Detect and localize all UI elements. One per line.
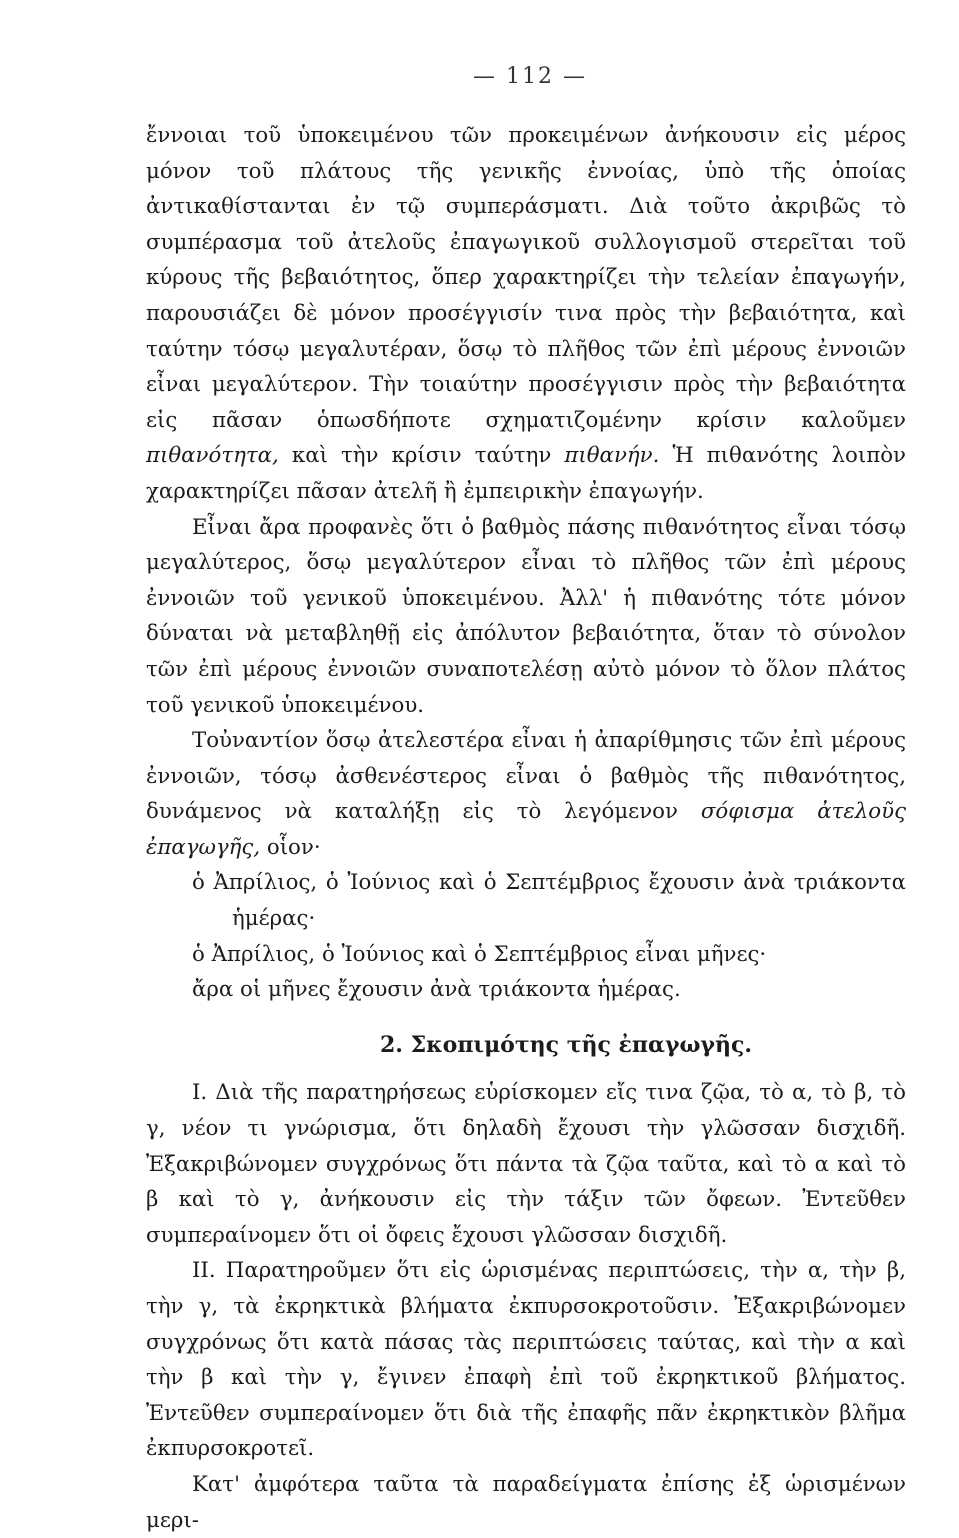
example-line-3: ἄρα οἱ μῆνες ἔχουσιν ἀνὰ τριάκοντα ἡμέρας. (192, 977, 681, 1003)
paragraph-5: II. Παρατηροῦμεν ὅτι εἰς ὡρισμένας περιπτώσεις, τὴν α, τὴν β, τὴν γ, τὰ ἐκρηκτικὰ βλήματα ἐκπυρσοκροτοῦσιν. Ἐξακριβώνομεν συγχρόνως ὅτι κατὰ πάσας τὰς περιπτώσεις ταύτας, καὶ τὴν α καὶ τὴν β καὶ τὴν γ, ἔγινεν ἐπαφὴ ἐπὶ τοῦ ἐκρηκτικοῦ βλήματος. Ἐντεῦθεν συμπεραίνομεν ὅτι διὰ τῆς ἐπαφῆς πᾶν ἐκρηκτικὸν βλῆμα ἐκπυρσοκροτεῖ. (146, 1258, 906, 1462)
term-probable: πιθανήν. (564, 443, 660, 469)
paragraph-4: I. Διὰ τῆς παρατηρήσεως εὑρίσκομεν εἴς τινα ζῷα, τὸ α, τὸ β, τὸ γ, νέον τι γνώρισμα, ὅτι δηλαδὴ ἔχουσι τὴν γλῶσσαν δισχιδῆ. Ἐξακριβώνομεν συγχρόνως ὅτι πάντα τὰ ζῷα ταῦτα, καὶ τὸ α καὶ τὸ β καὶ τὸ γ, ἀνήκουσιν εἰς τὴν τάξιν τῶν ὄφεων. Ἐντεῦθεν συμπεραίνομεν ὅτι οἱ ὄφεις ἔχουσι γλῶσσαν δισχιδῆ. (146, 1080, 906, 1248)
paragraph-1-part-b: καὶ τὴν κρίσιν ταύτην (291, 443, 552, 469)
paragraph-2: Εἶναι ἄρα προφανὲς ὅτι ὁ βαθμὸς πάσης πιθανότητος εἶναι τόσῳ μεγαλύτερος, ὅσῳ μεγαλύτερον εἶναι τὸ πλῆθος τῶν ἐπὶ μέρους ἐννοιῶν τοῦ γενικοῦ ὑποκειμένου. Ἀλλ' ἡ πιθανότης τότε μόνον δύναται νὰ μεταβληθῇ εἰς ἀπόλυτον βεβαιότητα, ὅταν τὸ σύνολον τῶν ἐπὶ μέρους ἐννοιῶν συναποτελέσῃ αὐτὸ μόνον τὸ ὅλον πλάτος τοῦ γενικοῦ ὑποκειμένου. (146, 514, 906, 718)
paragraph-1 (146, 118, 906, 510)
paragraph-3-part-b: οἷον· (266, 834, 321, 860)
paragraph-6: Κατ' ἀμφότερα ταῦτα τὰ παραδείγματα ἐπίσης ἐξ ὡρισμένων μερι- (146, 1471, 906, 1533)
paragraph-3-part-a: Τοὐναντίον ὅσῳ ἀτελεστέρα εἶναι ἡ ἀπαρίθμησις τῶν ἐπὶ μέρους ἐννοιῶν, τόσῳ ἀσθενέστερος εἶναι ὁ βαθμὸς τῆς πιθανότητος, δυνάμενος νὰ καταλήξῃ εἰς τὸ λεγόμενον (146, 728, 906, 825)
term-sophism: σόφισμα ἀτελοῦς ἐπαγωγῆς, (146, 799, 907, 860)
page-number: — 112 — (473, 64, 587, 89)
syllogism-example (146, 865, 906, 1007)
section-heading: 2. Σκοπιμότης τῆς ἐπαγωγῆς. (379, 1031, 753, 1058)
example-line-2: ὁ Ἀπρίλιος, ὁ Ἰούνιος καὶ ὁ Σεπτέμβριος εἶναι μῆνες· (192, 941, 767, 967)
body-text (146, 118, 906, 1538)
term-probability: πιθανότητα, (146, 443, 279, 469)
paragraph-1-part-c: Ἡ πιθανότης λοιπὸν χαρακτηρίζει πᾶσαν ἀτελῆ ἢ ἐμπειρικὴν ἐπαγωγήν. (146, 443, 906, 504)
paragraph-1-part-a: ἔννοιαι τοῦ ὑποκειμένου τῶν προκειμένων ἀνήκουσιν εἰς μέρος μόνον τοῦ πλάτους τῆς γενικῆς ἐννοίας, ὑπὸ τῆς ὁποίας ἀντικαθίστανται ἐν τῷ συμπεράσματι. Διὰ τοῦτο ἀκριβῶς τὸ συμπέρασμα τοῦ ἀτελοῦς ἐπαγωγικοῦ συλλογισμοῦ στερεῖται τοῦ κύρους τῆς βεβαιότητος, ὅπερ χαρακτηρίζει τὴν τελείαν ἐπαγωγήν, παρουσιάζει δὲ μόνον προσέγγισίν τινα πρὸς τὴν βεβαιότητα, καὶ ταύτην τόσῳ μεγαλυτέραν, ὅσῳ τὸ πλῆθος τῶν ἐπὶ μέρους ἐννοιῶν εἶναι μεγαλύτερον. Τὴν τοιαύτην προσέγγισιν πρὸς τὴν βεβαιότητα εἰς πᾶσαν ὁπωσδήποτε σχηματιζομένην κρίσιν καλοῦμεν (146, 123, 906, 433)
example-line-1: ὁ Ἀπρίλιος, ὁ Ἰούνιος καὶ ὁ Σεπτέμβριος ἔχουσιν ἀνὰ τριάκοντα ἡμέρας· (192, 870, 906, 932)
paragraph-3 (146, 723, 906, 865)
